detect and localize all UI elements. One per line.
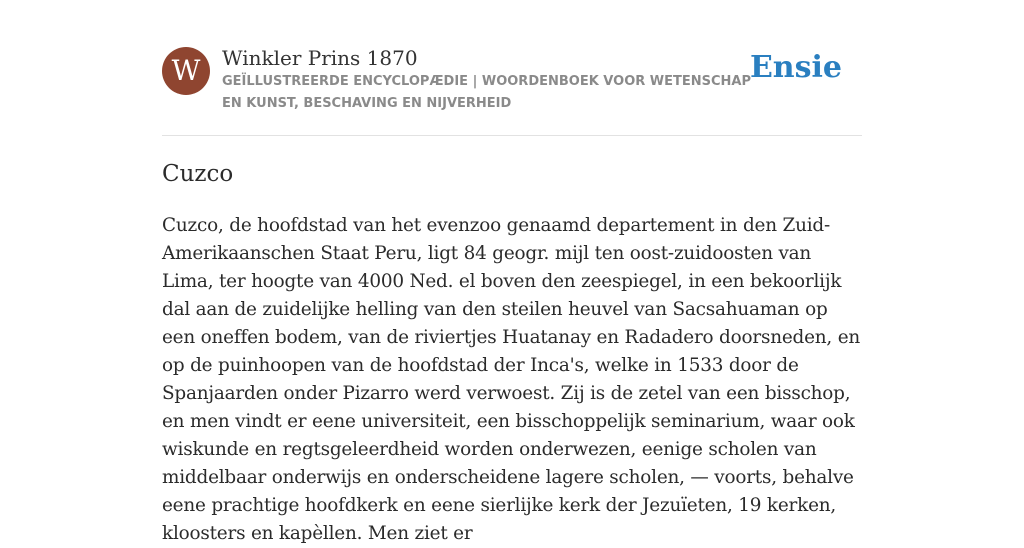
source-avatar[interactable]: W [162, 47, 210, 95]
entry-body: Cuzco, de hoofdstad van het evenzoo genaamd departement in den Zuid-Amerikaanschen Staat Peru, ligt 84 geogr. mijl ten oost-zuidoosten van Lima, ter hoogte van 4000 Ned. el boven den zeespiegel, in een bekoorlijk dal aan de zuidelijke helling van den steilen heuvel van Sacsahuaman op een oneffen bodem, van de riviertjes Huatanay en Radadero doorsneden, en op de puinhoopen van de hoofdstad der Inca's, welke in 1533 door de Spanjaarden onder Pizarro werd verwoest. Zij is de zetel van een bisschop, en men vindt er eene universiteit, een bisschoppelijk seminarium, waar ook wiskunde en regtsgeleerdheid worden onderwezen, eenige scholen van middelbaar onderwijs en onderscheidene lagere scholen, — voorts, behalve eene prachtige hoofdkerk en eene sierlijke kerk der Jezuïeten, 19 kerken, kloosters en kapèllen. Men ziet er [162, 215, 861, 544]
ensie-logo[interactable]: Ensie [749, 50, 842, 85]
entry-title: Cuzco [162, 161, 234, 187]
source-subtitle: GEÏLLUSTREERDE ENCYCLOPÆDIE | WOORDENBOEK VOOR WETENSCHAP EN KUNST, BESCHAVING EN NIJVERHEID [222, 74, 751, 111]
source-info [222, 44, 752, 115]
source-title[interactable]: Winkler Prins 1870 [222, 46, 418, 70]
header-divider [162, 135, 862, 136]
source-header [162, 44, 862, 135]
